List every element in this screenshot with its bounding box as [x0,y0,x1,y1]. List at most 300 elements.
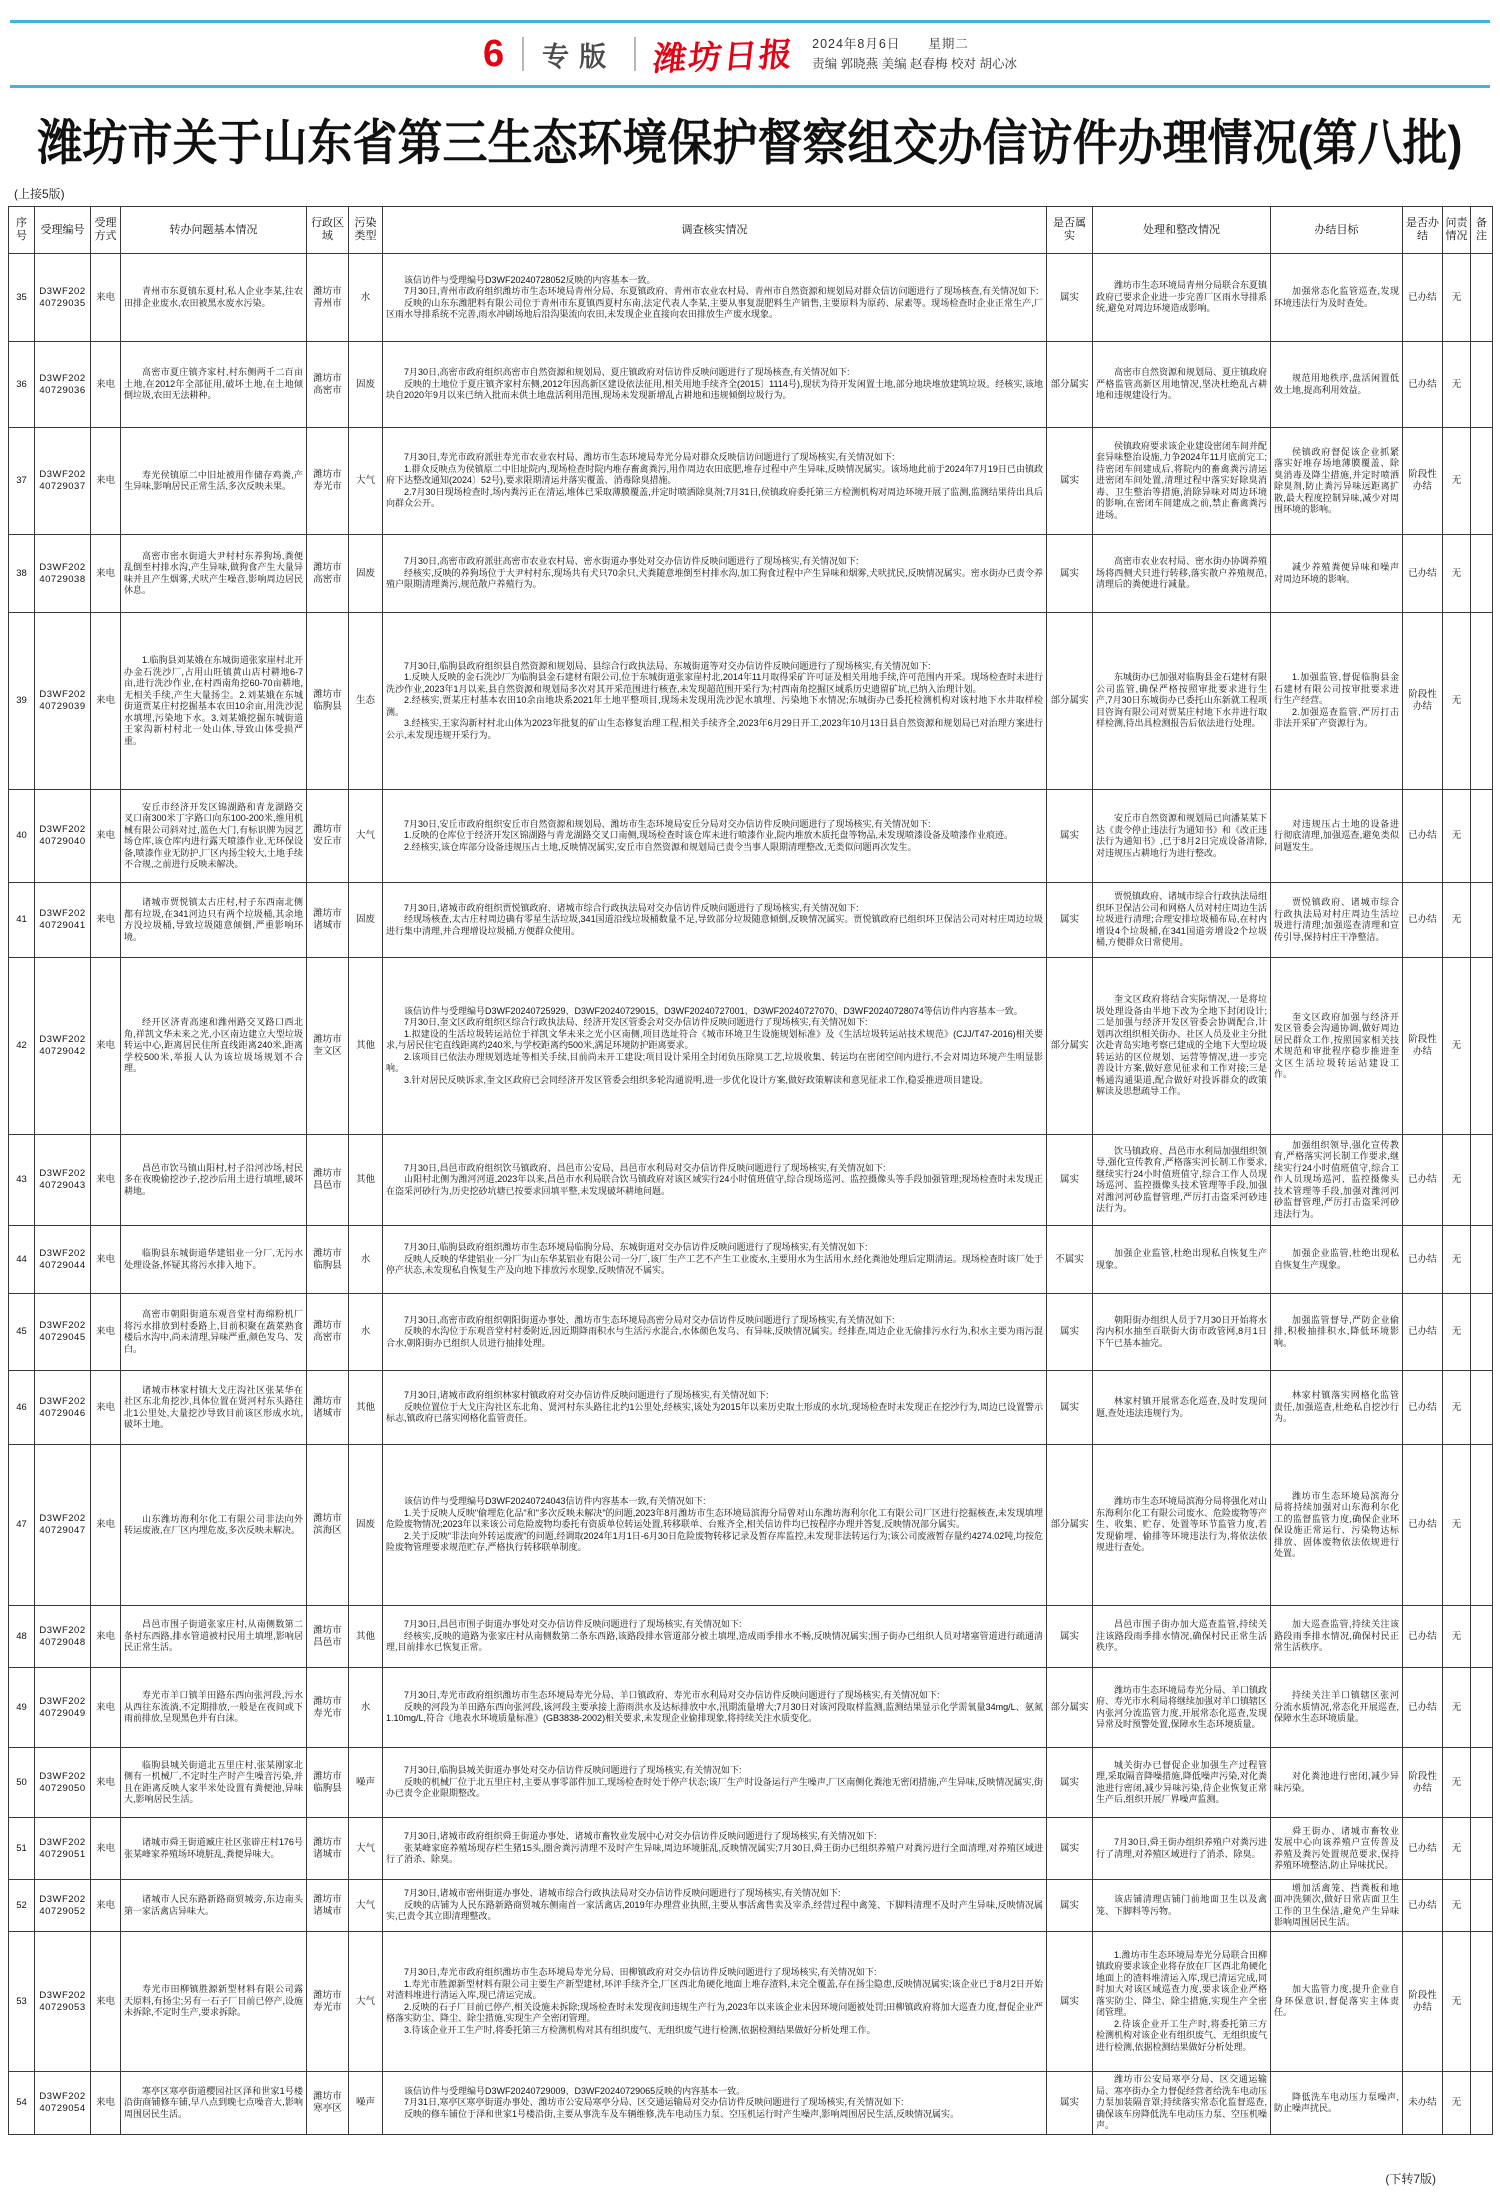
cell-status: 阶段性办结 [1403,428,1443,535]
cell-verified: 属实 [1047,1606,1093,1668]
table-row [9,1932,1493,2072]
cell-accountability: 无 [1443,1445,1471,1606]
cell-goal: 对化粪池进行密闭,减少异味污染。 [1271,1748,1403,1818]
cell-accountability: 无 [1443,535,1471,613]
table-row [9,958,1493,1135]
cell-region: 潍坊市安丘市 [307,790,349,883]
cell-accountability: 无 [1443,958,1471,1135]
cell-remark [1471,1880,1493,1932]
cell-type: 噪声 [349,2072,383,2135]
cell-region: 潍坊市滨海区 [307,1445,349,1606]
cell-accountability: 无 [1443,1880,1471,1932]
cell-remark [1471,883,1493,958]
cell-status: 已办结 [1403,1880,1443,1932]
cell-action: 潍坊市生态环境局青州分局联合东夏镇政府已要求企业进一步完善厂区雨水导排系统,避免对周边环境造成影响。 [1093,254,1271,342]
cell-method: 来电 [91,2072,121,2135]
cell-no: 50 [9,1748,35,1818]
cell-investigation: 7月30日,昌邑市政府组织饮马镇政府、昌邑市公安局、昌邑市水利局对交办信访件反映问题进行了现场核实,有关情况如下: 山阳村北侧为潍河河道,2023年以来,昌邑市水利局联合饮马镇政府对该区域实行24小时值班值守,综合现场巡河、监控摄像头等手段加强管理;现场检查时未发现正在盗采河砂行为,历史挖砂坑塘已按要求回填平整,未发现破坏耕地问题。 [383,1135,1047,1226]
cell-verified: 属实 [1047,1135,1093,1226]
cell-no: 41 [9,883,35,958]
cell-verified: 部分属实 [1047,1668,1093,1748]
cell-region: 潍坊市奎文区 [307,958,349,1135]
cell-type: 大气 [349,1880,383,1932]
cell-action: 昌邑市围子街办加大巡查监管,持续关注该路段雨季排水情况,确保村民正常生活秩序。 [1093,1606,1271,1668]
cell-type: 水 [349,1668,383,1748]
cell-problem: 寿光侯镇原二中旧址被用作储存鸡粪,产生异味,影响居民正常生活,多次反映未果。 [121,428,307,535]
cell-id: D3WF20240729053 [35,1932,91,2072]
cell-investigation: 该信访件与受理编号D3WF20240725929、D3WF20240729015、D3WF20240727001、D3WF20240727070、D3WF20240728074等信访件内容基本一致。 7月30日,奎文区政府组织区综合行政执法局、经济开发区管委会对交办信访件反映问题进行了现场核实,有关情况如下: 1.拟建设的生活垃圾转运站位于祥凯文华未来之光小区南侧,项目选址符合《城市环境卫生设施规划标准》及《生活垃圾转运站技术规范》(CJJ/T47-2016)相关要求,与居民住宅直线距离约240米,与学校距离约500米,满足环境防护距离要求。 2.该项目已依法办理规划选址等相关手续,目前尚未开工建设;项目设计采用全封闭负压除臭工艺,垃圾收集、转运均在密闭空间内进行,不会对周边环境产生明显影响。 3.针对居民反映诉求,奎文区政府已会同经济开发区管委会组织多轮沟通说明,进一步优化设计方案,做好政策解读和意见征求工作,稳妥推进项目建设。 [383,958,1047,1135]
cell-problem: 临朐县东城街道华建铝业一分厂,无污水处理设备,怀疑其将污水排入地下。 [121,1226,307,1294]
cell-type: 水 [349,254,383,342]
cell-region: 潍坊市临朐县 [307,613,349,790]
table-row [9,1445,1493,1606]
cell-accountability: 无 [1443,1294,1471,1371]
cell-verified: 属实 [1047,2072,1093,2135]
table-row [9,1818,1493,1880]
cell-accountability: 无 [1443,1135,1471,1226]
column-header-accountability: 问责情况 [1443,207,1471,254]
cell-no: 51 [9,1818,35,1880]
column-header-investigation: 调查核实情况 [383,207,1047,254]
cell-accountability: 无 [1443,613,1471,790]
cell-id: D3WF20240729049 [35,1668,91,1748]
cell-status: 已办结 [1403,342,1443,428]
cell-method: 来电 [91,1226,121,1294]
header-divider [634,37,636,71]
cell-remark [1471,1135,1493,1226]
cell-no: 39 [9,613,35,790]
table-row [9,1371,1493,1445]
cell-region: 潍坊市寿光市 [307,1932,349,2072]
column-header-goal: 办结目标 [1271,207,1403,254]
cell-method: 来电 [91,1748,121,1818]
table-row [9,1135,1493,1226]
cell-investigation: 7月30日,诸城市密州街道办事处、诸城市综合行政执法局对交办信访件反映问题进行了现场核实,有关情况如下: 反映的店铺为人民东路新路商贸城东侧南首一家活禽店,2019年办理营业执照,主要从事活禽售卖及宰杀,经营过程中禽笼、下脚料清理不及时产生异味,反映情况属实,已责令其立即清理整改。 [383,1880,1047,1932]
cell-goal: 加强企业监管,杜绝出现私自恢复生产现象。 [1271,1226,1403,1294]
cell-method: 来电 [91,535,121,613]
cell-id: D3WF20240729035 [35,254,91,342]
cell-accountability: 无 [1443,1932,1471,2072]
cell-verified: 属实 [1047,535,1093,613]
cell-accountability: 无 [1443,254,1471,342]
cell-action: 饮马镇政府、昌邑市水利局加强组织领导,强化宣传教育,严格落实河长制工作要求,继续实行24小时值班值守,综合工作人员现场巡河、监控摄像头技术管理等手段,加强对潍河河砂监督管理,严厉打击盗采河砂违法行为。 [1093,1135,1271,1226]
cell-verified: 属实 [1047,790,1093,883]
cell-accountability: 无 [1443,790,1471,883]
table-row [9,342,1493,428]
cell-id: D3WF20240729037 [35,428,91,535]
cell-status: 已办结 [1403,1606,1443,1668]
cell-no: 35 [9,254,35,342]
cell-action: 潍坊市生态环境局滨海分局将强化对山东海利尔化工有限公司废水、危险废物等产生、收集、贮存、处置等环节监管力度,若发现偷埋、偷排等环境违法行为,将依法依规进行查处。 [1093,1445,1271,1606]
cell-goal: 减少养殖粪便异味和噪声对周边环境的影响。 [1271,535,1403,613]
cell-action: 潍坊市公安局寒亭分局、区交通运输局、寒亭街办全力督促经营者给洗车电动压力泵加装隔音罩;持续落实常态化监督巡查,确保该车房降低洗车电动压力泵、空压机噪声。 [1093,2072,1271,2135]
cell-id: D3WF20240729043 [35,1135,91,1226]
cell-accountability: 无 [1443,1226,1471,1294]
column-header-status: 是否办结 [1403,207,1443,254]
cell-verified: 属实 [1047,1294,1093,1371]
column-header-type: 污染类型 [349,207,383,254]
cell-status: 已办结 [1403,883,1443,958]
cell-problem: 诸城市人民东路新路商贸城旁,东边南头第一家活禽店异味大。 [121,1880,307,1932]
cell-type: 其他 [349,1135,383,1226]
cell-investigation: 7月30日,高密市政府组织朝阳街道办事处、潍坊市生态环境局高密分局对交办信访件反映问题进行了现场核实,有关情况如下: 反映的水沟位于东观音堂村村委附近,因近期降雨积水与生活污水混合,水体颜色发乌、有异味,反映情况属实。经排查,周边企业无偷排污水行为,积水主要为雨污混合水,朝阳街办已组织人员进行抽排处理。 [383,1294,1047,1371]
cell-status: 已办结 [1403,1294,1443,1371]
cell-id: D3WF20240729054 [35,2072,91,2135]
cell-investigation: 7月30日,寿光市政府组织潍坊市生态环境局寿光分局、田柳镇政府对交办信访件反映问题进行了现场核实,有关情况如下: 1.寿光市胜源新型材料有限公司主要生产新型建材,环评手续齐全,厂区西北角硬化地面上堆存渣料,未完全覆盖,存在扬尘隐患,反映情况属实;该企业已于8月2日开始对渣料堆进行清运入库,现已清运完成。 2.反映的石子厂目前已停产,相关设施未拆除;现场检查时未发现夜间违规生产行为,2023年以来该企业未因环境问题被处罚;田柳镇政府将加大巡查力度,督促企业严格落实防尘、降尘、除尘措施,实现生产全密闭管理。 3.待该企业开工生产时,将委托第三方检测机构对其有组织废气、无组织废气进行检测,依据检测结果做好分析处理工作。 [383,1932,1047,2072]
cell-remark [1471,1226,1493,1294]
cell-remark [1471,790,1493,883]
cell-problem: 诸城市林家村镇大戈庄沟社区张某华在社区东北角挖沙,具体位置在贤河村东头路往北1公里处,大量挖沙导致目前该区形成水坑,破坏土地。 [121,1371,307,1445]
cell-goal: 潍坊市生态环境局滨海分局将持续加强对山东海利尔化工的监督监管力度,确保企业环保设施正常运行、污染物达标排放、固体废物依法依规进行处置。 [1271,1445,1403,1606]
cell-region: 潍坊市昌邑市 [307,1135,349,1226]
cell-action: 该店铺清理店铺门前地面卫生以及禽笼、下脚料等污物。 [1093,1880,1271,1932]
cell-action: 安丘市自然资源和规划局已向潘某某下达《责令停止违法行为通知书》和《改正违法行为通知书》,已于8月2日完成设备清除,对违规压占耕地行为进行整改。 [1093,790,1271,883]
cell-method: 来电 [91,883,121,958]
cell-problem: 高密市密水街道大尹村村东养狗场,粪便乱倒至村排水沟,产生异味,做狗食产生大量异味并且产生烟雾,犬吠产生噪音,影响周边居民休息。 [121,535,307,613]
cell-method: 来电 [91,1606,121,1668]
cell-investigation: 7月30日,寿光市政府派驻寿光市农业农村局、潍坊市生态环境局寿光分局对群众反映信访问题进行了现场核实,有关情况如下: 1.群众反映点为侯镇原二中旧址院内,现场检查时院内堆存畜禽粪污,用作周边农田底肥,堆存过程中产生异味,反映情况属实。该场地此前于2024年7月19日已由镇政府下达整改通知(2024〕52号),要求限期清运并落实覆盖、消毒除臭措施。 2.7月30日现场检查时,场内粪污正在清运,堆体已采取薄膜覆盖,并定时喷洒除臭剂;7月31日,侯镇政府委托第三方检测机构对周边环境开展了监测,监测结果待出具后向群众公开。 [383,428,1047,535]
cell-verified: 属实 [1047,1748,1093,1818]
cell-investigation: 7月30日,临朐县政府组织潍坊市生态环境局临朐分局、东城街道对交办信访件反映问题进行了现场核实,有关情况如下: 反映人反映的华建铝业一分厂为山东华某铝业有限公司一分厂,该厂生产工艺不产生工业废水,主要用水为生活用水,经化粪池处理后定期清运。现场检查时该厂处于停产状态,未发现私自恢复生产及向地下排放污水现象,反映情况不属实。 [383,1226,1047,1294]
cell-goal: 1.加强监管,督促临朐县金石建材有限公司按审批要求进行生产经营。 2.加强巡查监管,严厉打击非法开采矿产资源行为。 [1271,613,1403,790]
cell-verified: 部分属实 [1047,958,1093,1135]
cell-problem: 山东潍坊海利尔化工有限公司非法向外转运废液,在厂区内埋危废,多次反映未解决。 [121,1445,307,1606]
cell-region: 潍坊市高密市 [307,535,349,613]
table-body [9,254,1493,2135]
cell-remark [1471,535,1493,613]
table-header-row [9,207,1493,254]
cell-remark [1471,1818,1493,1880]
section-name: 专版 [542,41,617,72]
cell-type: 水 [349,1226,383,1294]
cell-status: 已办结 [1403,535,1443,613]
continued-to-note: (下转7版) [1385,2172,1436,2186]
cell-goal: 舜王街办、诸城市畜牧业发展中心向该养殖户宣传普及养殖及粪污处置规范要求,保持养殖环境整洁,防止异味扰民。 [1271,1818,1403,1880]
cell-type: 其他 [349,1606,383,1668]
cell-method: 来电 [91,1932,121,2072]
table-row [9,428,1493,535]
cell-investigation: 7月30日,临朐县城关街道办事处对交办信访件反映问题进行了现场核实,有关情况如下: 反映的机械厂位于北五里庄村,主要从事零部件加工,现场检查时处于停产状态;该厂生产时设备运行产生噪声,厂区南侧化粪池无密闭措施,产生异味,反映情况属实,街办已责令企业限期整改。 [383,1748,1047,1818]
cell-accountability: 无 [1443,428,1471,535]
cell-remark [1471,1606,1493,1668]
cell-remark [1471,1668,1493,1748]
cell-id: D3WF20240729052 [35,1880,91,1932]
cell-accountability: 无 [1443,1371,1471,1445]
cell-remark [1471,428,1493,535]
cell-goal: 规范用地秩序,盘活闲置低效土地,提高利用效益。 [1271,342,1403,428]
column-header-action: 处理和整改情况 [1093,207,1271,254]
cell-goal: 加强组织领导,强化宣传教育,严格落实河长制工作要求,继续实行24小时值班值守,综合工作人员现场巡河、监控摄像头技术管理等手段,加强对潍河河砂监督管理,严厉打击盗采河砂违法行为。 [1271,1135,1403,1226]
cell-problem: 高密市夏庄镇齐家村,村东侧两千二百亩土地,在2012年全部征用,破坏土地,在土地倾倒垃圾,农田无法耕种。 [121,342,307,428]
cell-action: 东城街办已加强对临朐县金石建材有限公司监管,确保严格按照审批要求进行生产,7月30日东城街办已委托山东新就工程项目咨询有限公司对贾某庄村地下水井进行取样检测,待出具检测报告后依法进行处理。 [1093,613,1271,790]
cell-status: 已办结 [1403,254,1443,342]
column-header-verified: 是否属实 [1047,207,1093,254]
cell-problem: 寿光市羊口镇羊田路东西向张河段,污水从西往东流淌,不定期排放,一般是在夜间或下雨前排放,呈现黑色并有白沫。 [121,1668,307,1748]
page-number: 6 [482,33,505,75]
cell-method: 来电 [91,958,121,1135]
cell-action: 贾悦镇政府、诸城市综合行政执法局组织环卫保洁公司和网格人员对村庄周边生活垃圾进行清理;合理安排垃圾桶布局,在村内增设4个垃圾桶,在341国道旁增设2个垃圾桶,方便群众日常使用。 [1093,883,1271,958]
cell-region: 潍坊市诸城市 [307,1371,349,1445]
cell-region: 潍坊市临朐县 [307,1748,349,1818]
cell-region: 潍坊市寿光市 [307,428,349,535]
cell-accountability: 无 [1443,1606,1471,1668]
issue-date-line [812,34,1017,54]
cell-id: D3WF20240729048 [35,1606,91,1668]
column-header-region: 行政区域 [307,207,349,254]
cell-status: 阶段性办结 [1403,1748,1443,1818]
table-row [9,1748,1493,1818]
cell-verified: 不属实 [1047,1226,1093,1294]
cell-type: 大气 [349,1932,383,2072]
cell-remark [1471,254,1493,342]
cell-id: D3WF20240729050 [35,1748,91,1818]
cell-status: 已办结 [1403,790,1443,883]
cell-region: 潍坊市寒亭区 [307,2072,349,2135]
cell-method: 来电 [91,1880,121,1932]
cell-status: 未办结 [1403,2072,1443,2135]
cell-status: 已办结 [1403,1445,1443,1606]
cell-problem: 经开区济青高速和潍州路交叉路口西北角,祥凯文华未来之光,小区南边建立大型垃圾转运中心,距离居民住所直线距离240米,距离学校500米,举报人认为该垃圾场规划不合理。 [121,958,307,1135]
cell-goal: 加大监管力度,提升企业自身环保意识,督促落实主体责任。 [1271,1932,1403,2072]
cell-action: 朝阳街办组织人员于7月30日开始将水沟内积水抽至百联街大街市政管网,8月1日下午已基本抽完。 [1093,1294,1271,1371]
cell-verified: 属实 [1047,1880,1093,1932]
cell-no: 44 [9,1226,35,1294]
cell-accountability: 无 [1443,1818,1471,1880]
cell-id: D3WF20240729051 [35,1818,91,1880]
continued-from-note: (上接5版) [14,187,65,201]
cell-verified: 部分属实 [1047,1445,1093,1606]
cell-no: 49 [9,1668,35,1748]
cell-goal: 加强监管督导,严防企业偷排,积极抽排积水,降低环境影响。 [1271,1294,1403,1371]
cell-id: D3WF20240729044 [35,1226,91,1294]
cell-type: 其他 [349,1371,383,1445]
cell-id: D3WF20240729040 [35,790,91,883]
cell-investigation: 7月30日,昌邑市围子街道办事处对交办信访件反映问题进行了现场核实,有关情况如下: 经核实,反映的道路为张家庄村从南侧数第二条东西路,该路段排水管道部分被土填埋,造成雨季排水不畅,反映情况属实;围子街办已组织人员对堵塞管道进行疏通清理,目前排水已恢复正常。 [383,1606,1047,1668]
table-row [9,883,1493,958]
cell-goal: 林家村镇落实网格化监管责任,加强巡查,杜绝私自挖沙行为。 [1271,1371,1403,1445]
cell-no: 40 [9,790,35,883]
cell-no: 46 [9,1371,35,1445]
cell-no: 38 [9,535,35,613]
cell-method: 来电 [91,428,121,535]
cell-remark [1471,1748,1493,1818]
cell-remark [1471,1932,1493,2072]
cell-goal: 侯镇政府督促该企业抓紧落实好堆存场地薄膜覆盖、除臭消毒及降尘措施,并定时喷洒除臭剂,防止粪污异味远距离扩散,最大程度控制异味,减少对周围环境的影响。 [1271,428,1403,535]
table-row [9,254,1493,342]
issue-weekday: 星期二 [928,37,969,51]
cell-region: 潍坊市诸城市 [307,1818,349,1880]
cell-no: 48 [9,1606,35,1668]
cell-accountability: 无 [1443,883,1471,958]
cell-goal: 降低洗车电动压力泵噪声,防止噪声扰民。 [1271,2072,1403,2135]
cell-accountability: 无 [1443,342,1471,428]
cell-no: 47 [9,1445,35,1606]
table-row [9,1880,1493,1932]
cell-problem: 诸城市贾悦镇太古庄村,村子东西南北侧都有垃圾,在341河边只有两个垃圾桶,其余地方没垃圾桶,导致垃圾随意倾倒,严重影响环境。 [121,883,307,958]
cell-goal: 增加活禽笼、挡粪板和地面冲洗频次,做好日常店面卫生工作的卫生保洁,避免产生异味影响周围居民生活。 [1271,1880,1403,1932]
cell-problem: 诸城市舜王街道臧庄社区张辟庄村176号张某峰家养殖场环境脏乱,粪便异味大。 [121,1818,307,1880]
cell-type: 固废 [349,535,383,613]
cell-id: D3WF20240729042 [35,958,91,1135]
cell-problem: 青州市东夏镇东夏村,私人企业李某,往农田排企业废水,农田被黑水废水污染。 [121,254,307,342]
table-row [9,2072,1493,2135]
cell-method: 来电 [91,254,121,342]
cell-problem: 临朐县城关街道北五里庄村,张某刚家北侧有一机械厂,不定时生产时产生噪音污染,并且在距离反映人家半米处设置有粪便池,异味大,影响居民生活。 [121,1748,307,1818]
cell-status: 已办结 [1403,1135,1443,1226]
cell-action: 7月30日,舜王街办组织养殖户对粪污进行了清理,对养殖区域进行了消杀、除臭。 [1093,1818,1271,1880]
cell-investigation: 7月30日,诸城市政府组织贾悦镇政府、诸城市综合行政执法局对交办信访件反映问题进行了现场核实,有关情况如下: 经现场核查,太古庄村周边确有零星生活垃圾,341国道沿线垃圾桶数量不足,导致部分垃圾随意倾倒,反映情况属实。贾悦镇政府已组织环卫保洁公司对村庄周边垃圾进行集中清理,并合理增设垃圾桶,方便群众使用。 [383,883,1047,958]
cell-investigation: 7月30日,临朐县政府组织县自然资源和规划局、县综合行政执法局、东城街道等对交办信访件反映问题进行了现场核实,有关情况如下: 1.反映人反映的金石洗沙厂为临朐县金石建材有限公司,位于东城街道张家崖村北,2014年11月取得采矿许可证及相关用地手续,许可范围内开采。现场检查时未进行洗沙作业,2023年1月以来,县自然资源和规划局多次对其开采范围进行核查,未发现超范围开采行为;村西南角挖掘区域系历史遗留矿坑,已纳入治理计划。 2.经核实,贾某庄村基本农田10余亩地块系2021年土地平整项目,现场未发现用洗沙泥水填埋、污染地下水情况;东城街办已委托检测机构对该村地下水井取样检测。 3.经核实,王家沟新村村北山体为2023年批复的矿山生态修复治理工程,相关手续齐全,2023年6月29日开工,2023年10月13日县自然资源和规划局已对治理方案进行公示,未发现违规开采行为。 [383,613,1047,790]
cell-method: 来电 [91,1668,121,1748]
cell-region: 潍坊市昌邑市 [307,1606,349,1668]
cell-no: 54 [9,2072,35,2135]
cell-type: 噪声 [349,1748,383,1818]
cell-no: 52 [9,1880,35,1932]
cell-remark [1471,613,1493,790]
cell-id: D3WF20240729045 [35,1294,91,1371]
cell-type: 大气 [349,1818,383,1880]
cell-goal: 加强常态化监管巡查,发现环境违法行为及时查处。 [1271,254,1403,342]
table-row [9,1226,1493,1294]
cell-goal: 奎文区政府加强与经济开发区管委会沟通协调,做好周边居民群众工作,按照国家相关技术规范和审批程序稳步推进奎文区生活垃圾转运站建设工作。 [1271,958,1403,1135]
cell-region: 潍坊市诸城市 [307,883,349,958]
cell-verified: 属实 [1047,254,1093,342]
cell-region: 潍坊市寿光市 [307,1668,349,1748]
cell-type: 固废 [349,342,383,428]
cell-accountability: 无 [1443,1668,1471,1748]
cell-problem: 高密市朝阳街道东观音堂村海绵粉机厂将污水排放到村委路上,目前积聚在蔬菜熟食楼后水沟中,尚未清理,异味严重,颜色发乌、发白。 [121,1294,307,1371]
cell-problem: 1.临朐县刘某娥在东城街道张家崖村北开办金石洗沙厂,占用山旺镇黄山店村耕地6-7亩,进行洗沙作业,在村西南角挖60-70亩耕地,无相关手续,产生大量扬尘。2.刘某娥在东城街道贾某庄村挖掘基本农田10余亩,用洗沙泥水填埋,污染地下水。3.刘某娥挖掘东城街道王家沟新村村北一处山体,导致山体受损严重。 [121,613,307,790]
cell-method: 来电 [91,342,121,428]
cell-remark [1471,2072,1493,2135]
cell-no: 53 [9,1932,35,2072]
issue-date: 2024年8月6日 [812,37,901,51]
cell-investigation: 该信访件与受理编号D3WF20240729009、D3WF20240729065反映的内容基本一致。 7月31日,寒亭区寒亭街道办事处、潍坊市公安局寒亭分局、区交通运输局对交办信访件反映问题进行了现场核实,有关情况如下: 反映的修车铺位于泽和世家1号楼沿街,主要从事洗车及车辆维修,洗车电动压力泵、空压机运行时产生噪声,影响周围居民生活,反映情况属实。 [383,2072,1047,2135]
cell-type: 大气 [349,790,383,883]
cell-action: 潍坊市生态环境局寿光分局、羊口镇政府、寿光市水利局将继续加强对羊口镇辖区内张河分流监管力度,开展常态化巡查,发现异常及时预警处置,保障水生态环境质量。 [1093,1668,1271,1748]
cell-action: 奎文区政府将结合实际情况,一是将垃圾处理设备由半地下改为全地下封闭设计;二是加强与经济开发区管委会协调配合,计划再次组织相关街办、社区人员及业主分批次赴青岛实地考察已建成的全地下大型垃圾转运站的区位规划、运营等情况,进一步完善设计方案,做好意见征求和工作对接;三是畅通沟通渠道,配合做好对投诉群众的政策解读及思想疏导工作。 [1093,958,1271,1135]
cell-investigation: 7月30日,诸城市政府组织舜王街道办事处、诸城市畜牧业发展中心对交办信访件反映问题进行了现场核实,有关情况如下: 张某峰家庭养殖场现存栏生猪15头,圈舍粪污清理不及时产生异味,周边环境脏乱,反映情况属实;7月30日,舜王街办已组织养殖户对粪污进行全面清理,对养殖区域进行了消杀、除臭。 [383,1818,1047,1880]
cell-type: 其他 [349,958,383,1135]
cell-investigation: 该信访件与受理编号D3WF20240728052反映的内容基本一致。 7月30日,青州市政府组织潍坊市生态环境局青州分局、东夏镇政府、青州市农业农村局、青州市自然资源和规划局对群众信访问题进行了现场核查,有关情况如下: 反映的山东东潍肥料有限公司位于青州市东夏镇西夏村东南,法定代表人李某,主要从事复混肥料生产销售,主要原料为原药、尿素等。现场检查时企业正常生产,厂区雨水导排系统不完善,雨水冲刷场地后沿沟渠流向农田,未发现企业直接向农田排放生产废水现象。 [383,254,1047,342]
cell-remark [1471,1294,1493,1371]
cell-region: 潍坊市临朐县 [307,1226,349,1294]
cell-id: D3WF20240729046 [35,1371,91,1445]
cell-no: 45 [9,1294,35,1371]
newspaper-page [0,20,1500,2210]
cell-status: 阶段性办结 [1403,613,1443,790]
cell-method: 来电 [91,790,121,883]
cell-id: D3WF20240729039 [35,613,91,790]
table-row [9,1606,1493,1668]
cell-action: 高密市农业农村局、密水街办协调养殖场将西侧犬只进行转移,落实散户养殖规范,清理后的粪便进行减量。 [1093,535,1271,613]
cell-type: 固废 [349,1445,383,1606]
cell-status: 已办结 [1403,1371,1443,1445]
cell-verified: 属实 [1047,1932,1093,2072]
table-row [9,613,1493,790]
cell-id: D3WF20240729038 [35,535,91,613]
cell-investigation: 7月30日,寿光市政府组织潍坊市生态环境局寿光分局、羊口镇政府、寿光市水利局对交办信访件反映问题进行了现场核实,有关情况如下: 反映的河段为羊田路东西向张河段,该河段主要承接上游雨洪水及达标排放中水,汛期流量增大;7月30日对该河段取样监测,监测结果显示化学需氧量34mg/L、氨氮1.10mg/L,符合《地表水环境质量标准》(GB3838-2002)相关要求,未发现企业偷排现象,将持续关注水质变化。 [383,1668,1047,1748]
cell-remark [1471,1371,1493,1445]
cell-verified: 属实 [1047,883,1093,958]
cell-goal: 持续关注羊口镇辖区张河分流水质情况,常态化开展巡查,保障水生态环境质量。 [1271,1668,1403,1748]
cell-accountability: 无 [1443,1748,1471,1818]
cell-action: 城关街办已督促企业加强生产过程管理,采取隔音降噪措施,降低噪声污染,对化粪池进行密闭,减少异味污染,待企业恢复正常生产后,组织开展厂界噪声监测。 [1093,1748,1271,1818]
cell-method: 来电 [91,613,121,790]
cell-investigation: 7月30日,诸城市政府组织林家村镇政府对交办信访件反映问题进行了现场核实,有关情况如下: 反映位置位于大戈庄沟社区东北角、贤河村东头路往北约1公里处,经核实,该处为2015年以来历史取土形成的水坑,现场检查时未发现正在挖沙行为,周边已设置警示标志,镇政府已落实网格化监管责任。 [383,1371,1047,1445]
cell-remark [1471,958,1493,1135]
cell-method: 来电 [91,1445,121,1606]
column-header-id: 受理编号 [35,207,91,254]
table-row [9,535,1493,613]
cell-problem: 昌邑市饮马镇山阳村,村子沿河沙场,村民多在夜晚偷挖沙子,挖沙后用土进行填埋,破坏耕地。 [121,1135,307,1226]
cell-method: 来电 [91,1818,121,1880]
cell-problem: 寒亭区寒亭街道樱园社区泽和世家1号楼沿街商铺修车铺,早八点到晚七点噪音大,影响周围居民生活。 [121,2072,307,2135]
column-header-method: 受理方式 [91,207,121,254]
column-header-problem: 转办问题基本情况 [121,207,307,254]
cell-verified: 属实 [1047,1818,1093,1880]
cell-investigation: 该信访件与受理编号D3WF20240724043信访件内容基本一致,有关情况如下: 1.关于反映人反映"偷埋危化品"和"多次反映未解决"的问题,2023年8月潍坊市生态环境局滨海分局曾对山东潍坊海利尔化工有限公司厂区进行挖掘核查,未发现填埋危险废物情况;2023年以来该公司危险废物均委托有资质单位转运处置,转移联单、台账齐全,相关信访件均已按程序办理并答复,反映情况部分属实。 2.关于反映"非法向外转运废液"的问题,经调取2024年1月1日-6月30日危险废物转移记录及暂存库监控,未发现非法转运行为;该公司废液暂存量约4274.02吨,均按危险废物管理要求规范贮存,严格执行转移联单制度。 [383,1445,1047,1606]
cell-verified: 部分属实 [1047,342,1093,428]
cell-region: 潍坊市高密市 [307,342,349,428]
cell-no: 37 [9,428,35,535]
cell-type: 大气 [349,428,383,535]
cell-verified: 属实 [1047,1371,1093,1445]
cell-goal: 贾悦镇政府、诸城市综合行政执法局对村庄周边生活垃圾进行清理;加强巡查清理和宣传引导,保持村庄干净整洁。 [1271,883,1403,958]
complaints-table [8,206,1493,2135]
cell-status: 阶段性办结 [1403,1932,1443,2072]
cell-investigation: 7月30日,高密市政府组织高密市自然资源和规划局、夏庄镇政府对信访件反映问题进行了现场核查,有关情况如下: 反映的土地位于夏庄镇齐家村东侧,2012年因高新区建设依法征用,相关用地手续齐全(2015〕1114号),现状为待开发闲置土地,部分地块堆放建筑垃圾。经核实,该地块自2020年9月以来已纳入批而未供土地盘活利用范围,现场未发现新增乱占耕地和违规倾倒垃圾行为。 [383,342,1047,428]
cell-method: 来电 [91,1371,121,1445]
cell-id: D3WF20240729036 [35,342,91,428]
cell-verified: 属实 [1047,428,1093,535]
table-row [9,790,1493,883]
header-bottom-rule [10,85,1490,88]
cell-goal: 加大巡查监管,持续关注该路段雨季排水情况,确保村民正常生活秩序。 [1271,1606,1403,1668]
cell-region: 潍坊市高密市 [307,1294,349,1371]
cell-status: 已办结 [1403,1226,1443,1294]
cell-investigation: 7月30日,高密市政府派驻高密市农业农村局、密水街道办事处对交办信访件反映问题进行了现场核实,有关情况如下: 经核实,反映的养狗场位于大尹村村东,现场共有犬只70余只,犬粪随意堆倒至村排水沟,加工狗食过程中产生异味和烟雾,犬吠扰民,反映情况属实。密水街办已责令养殖户限期清理粪污,规范散户养殖行为。 [383,535,1047,613]
cell-no: 36 [9,342,35,428]
cell-method: 来电 [91,1294,121,1371]
cell-action: 林家村镇开展常态化巡查,及时发现问题,查处违法违规行为。 [1093,1371,1271,1445]
cell-status: 已办结 [1403,1668,1443,1748]
cell-id: D3WF20240729041 [35,883,91,958]
cell-verified: 部分属实 [1047,613,1093,790]
cell-problem: 昌邑市围子街道张家庄村,从南侧数第二条村东西路,排水管道被村民用土填埋,影响居民正常生活。 [121,1606,307,1668]
cell-type: 固废 [349,883,383,958]
cell-problem: 寿光市田柳镇胜源新型材料有限公司露天原料,有扬尘;另有一石子厂目前已停产,设施未拆除,不定时生产,要求拆除。 [121,1932,307,2072]
cell-action: 高密市自然资源和规划局、夏庄镇政府严格监管高新区用地情况,坚决杜绝乱占耕地和违规建设行为。 [1093,342,1271,428]
cell-action: 加强企业监管,杜绝出现私自恢复生产现象。 [1093,1226,1271,1294]
header-divider [522,37,524,71]
cell-accountability: 无 [1443,2072,1471,2135]
header-meta [812,34,1017,74]
table-row [9,1294,1493,1371]
cell-no: 43 [9,1135,35,1226]
column-header-remark: 备注 [1471,207,1493,254]
table-row [9,1668,1493,1748]
column-header-no: 序号 [9,207,35,254]
masthead-logo: 潍坊日报 [651,37,796,78]
cell-investigation: 7月30日,安丘市政府组织安丘市自然资源和规划局、潍坊市生态环境局安丘分局对交办信访件反映问题进行了现场核实,有关情况如下: 1.反映的仓库位于经济开发区锦湖路与青龙湖路交叉口南侧,现场检查时该仓库未进行喷漆作业,院内堆放木质托盘等物品,未发现喷漆设备及喷漆作业痕迹。 2.经核实,该仓库部分设备违规压占土地,反映情况属实,安丘市自然资源和规划局已责令当事人限期清理整改,无类似问题再次发生。 [383,790,1047,883]
cell-type: 生态 [349,613,383,790]
cell-remark [1471,342,1493,428]
cell-remark [1471,1445,1493,1606]
cell-goal: 对违规压占土地的设备进行彻底清理,加强巡查,避免类似问题发生。 [1271,790,1403,883]
cell-id: D3WF20240729047 [35,1445,91,1606]
cell-status: 已办结 [1403,1818,1443,1880]
